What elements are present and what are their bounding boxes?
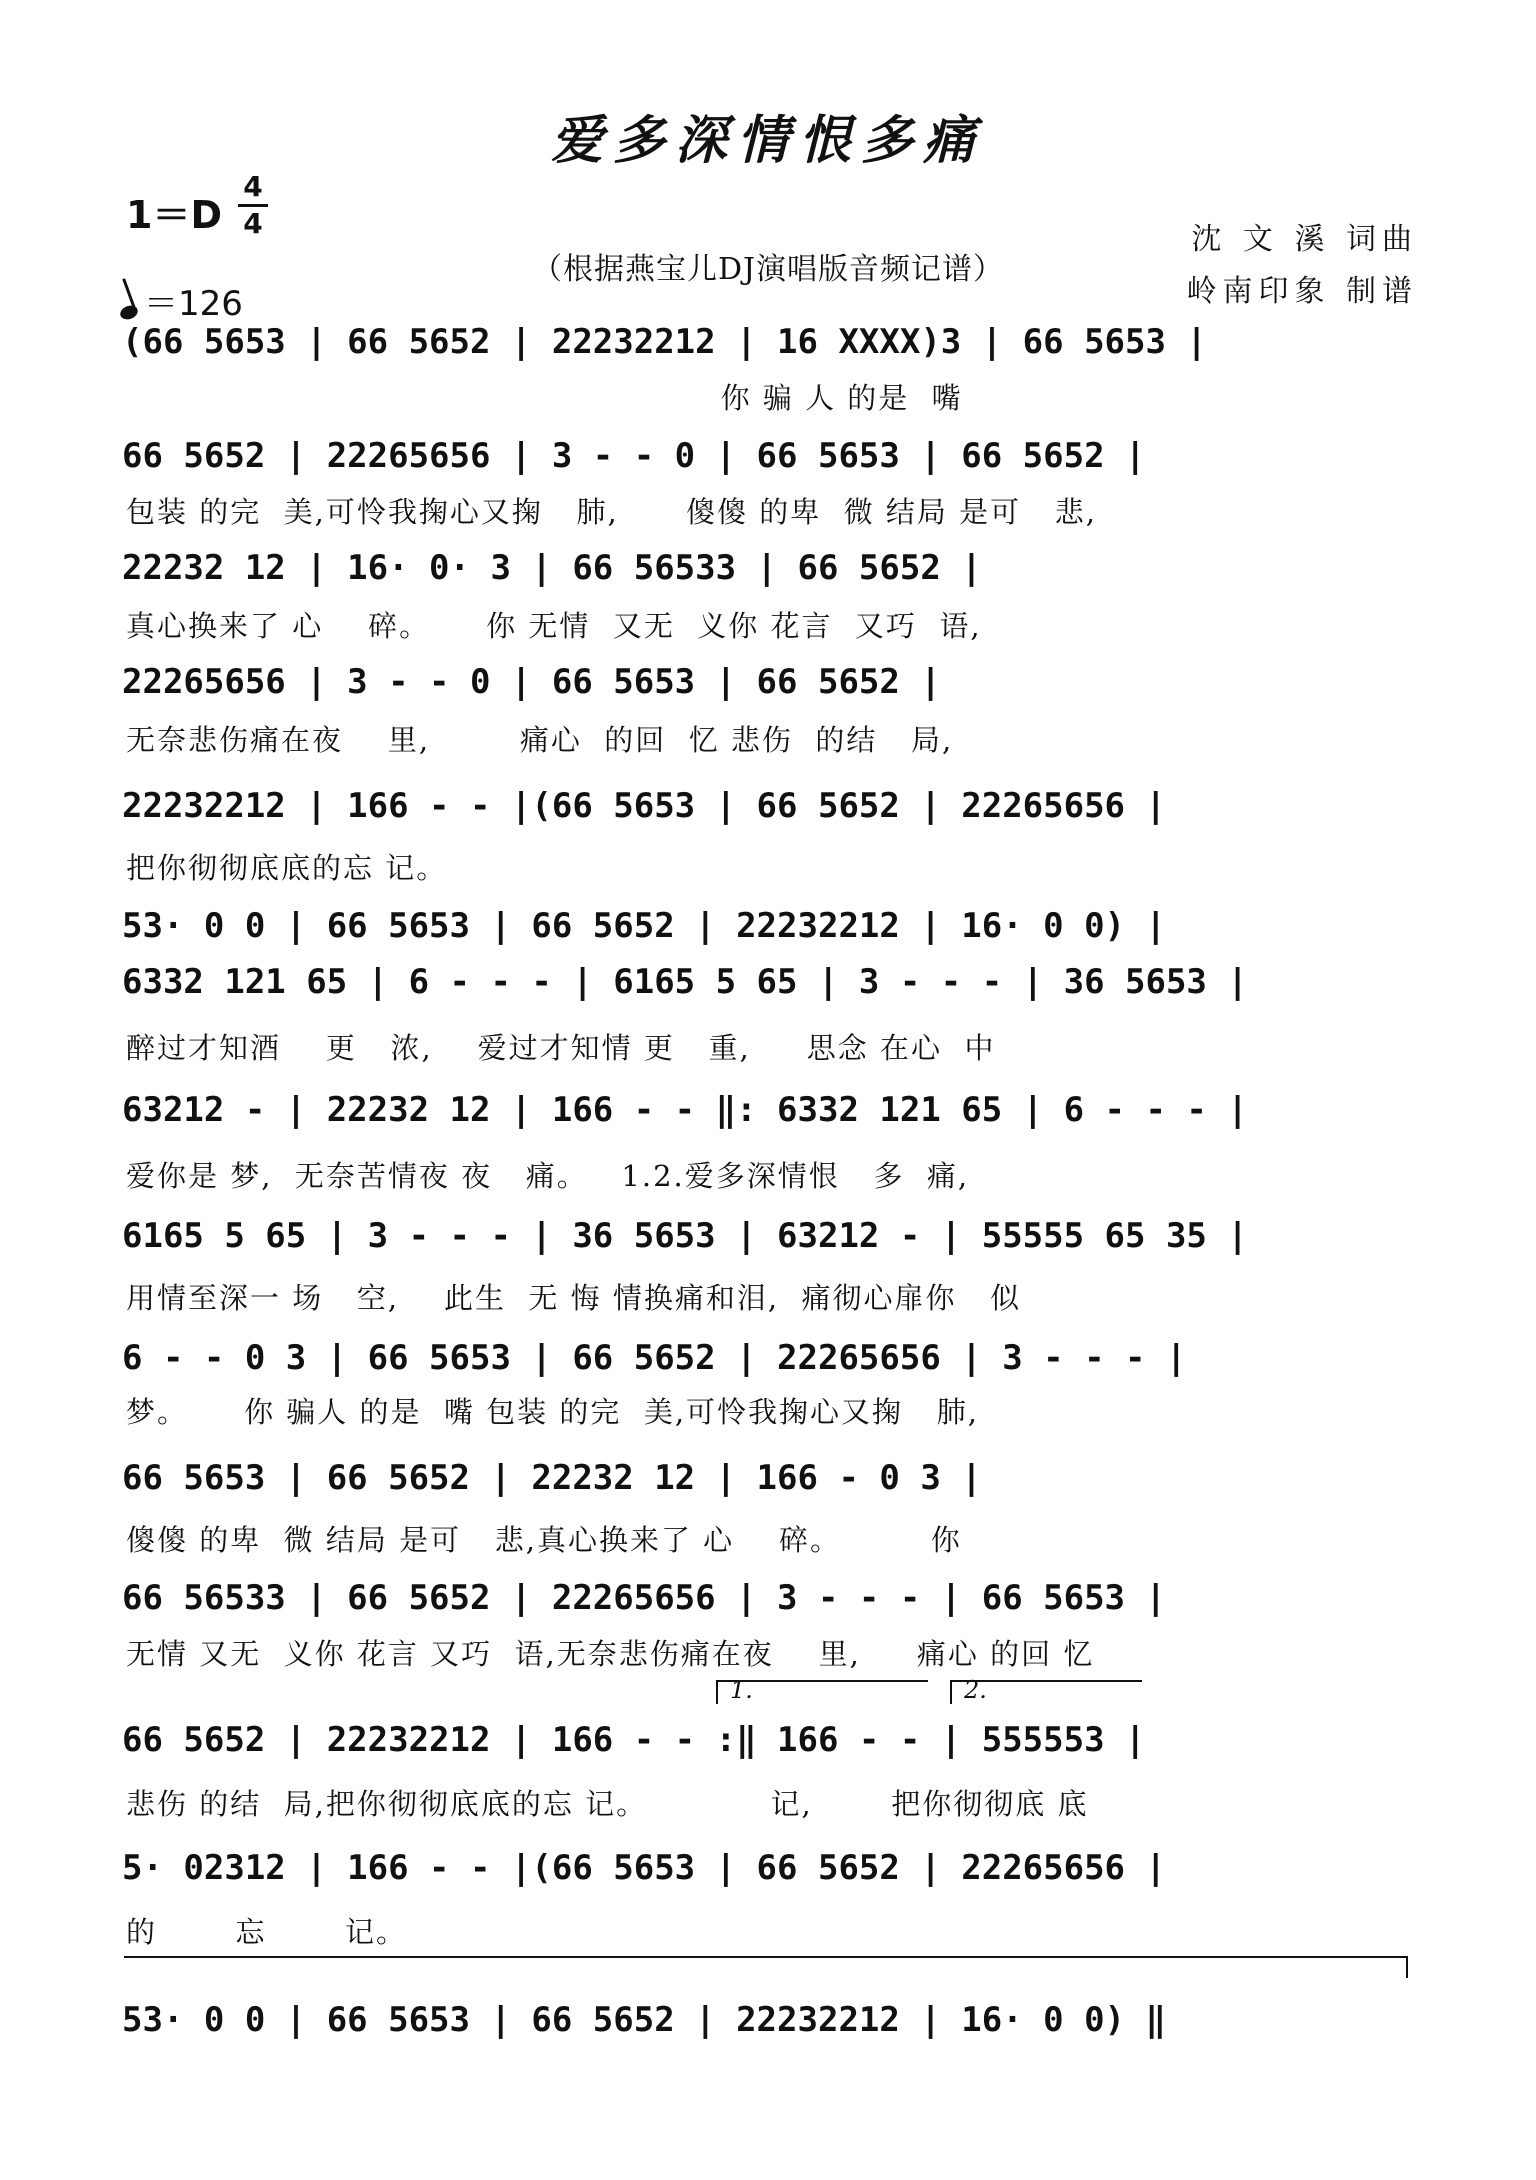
system-notes: 6 - - 0 3 | 66 5653 | 66 5652 | 22265656 | 3 - - - | — [122, 1338, 1187, 1378]
composer-credit: 沈 文 溪 词曲 — [1191, 222, 1418, 257]
system-lyrics: 梦。 你 骗人 的是 嘴 包装 的完 美,可怜我掬心又掬 肺, — [126, 1395, 979, 1429]
system-lyrics: 爱你是 梦, 无奈苦情夜 夜 痛。 1.2.爱多深情恨 多 痛, — [126, 1159, 970, 1193]
system-notes: 53· 0 0 | 66 5653 | 66 5652 | 22232212 | 16· 0 0) ‖ — [122, 2000, 1166, 2040]
system-notes: 66 56533 | 66 5652 | 22265656 | 3 - - - | 66 5653 | — [122, 1578, 1166, 1618]
key-signature: 1＝D — [126, 193, 222, 237]
system-lyrics: 无奈悲伤痛在夜 里, 痛心 的回 忆 悲伤 的结 局, — [126, 723, 954, 757]
second-ending-label: 2. — [964, 1676, 987, 1704]
time-signature-numerator: 4 — [243, 170, 263, 203]
coda-rule — [124, 1956, 1408, 1958]
first-ending-bracket — [716, 1676, 928, 1704]
system-notes: 22232 12 | 16· 0· 3 | 66 56533 | 66 5652 | — [122, 548, 982, 588]
system-lyrics: 傻傻 的卑 微 结局 是可 悲,真心换来了 心 碎。 你 — [126, 1523, 962, 1557]
time-signature-denominator: 4 — [243, 207, 263, 240]
system-notes: 66 5652 | 22265656 | 3 - - 0 | 66 5653 | 66 5652 | — [122, 436, 1146, 476]
system-lyrics: 包装 的完 美,可怜我掬心又掬 肺, 傻傻 的卑 微 结局 是可 悲, — [126, 495, 1098, 529]
system-lyrics: 无情 又无 义你 花言 又巧 语,无奈悲伤痛在夜 里, 痛心 的回 忆 — [126, 1637, 1095, 1671]
source-note: （根据燕宝儿DJ演唱版音频记谱） — [531, 252, 1005, 287]
system-lyrics: 用情至深一 场 空, 此生 无 悔 情换痛和泪, 痛彻心扉你 似 — [126, 1281, 1022, 1315]
system-lyrics: 你 骗 人 的是 嘴 — [126, 381, 963, 415]
system-notes: (66 5653 | 66 5652 | 22232212 | 16 XXXX)3 | 66 5653 | — [122, 322, 1207, 362]
system-notes: 53· 0 0 | 66 5653 | 66 5652 | 22232212 | 16· 0 0) | — [122, 906, 1166, 946]
coda-rule-tick — [1406, 1956, 1408, 1978]
song-title: 爱多深情恨多痛 — [550, 110, 985, 171]
system-notes: 66 5653 | 66 5652 | 22232 12 | 166 - 0 3 | — [122, 1458, 982, 1498]
system-lyrics: 醉过才知酒 更 浓, 爱过才知情 更 重, 思念 在心 中 — [126, 1031, 996, 1065]
system-lyrics: 真心换来了 心 碎。 你 无情 又无 义你 花言 又巧 语, — [126, 609, 982, 643]
system-notes: 6165 5 65 | 3 - - - | 36 5653 | 63212 - | 55555 65 35 | — [122, 1216, 1248, 1256]
second-ending-bracket — [950, 1676, 1142, 1704]
quarter-note-icon — [118, 303, 139, 321]
system-notes: 22265656 | 3 - - 0 | 66 5653 | 66 5652 | — [122, 662, 941, 702]
system-lyrics: 悲伤 的结 局,把你彻彻底底的忘 记。 记, 把你彻彻底 底 — [126, 1787, 1089, 1821]
system-lyrics: 的 忘 记。 — [126, 1915, 408, 1949]
first-ending-label: 1. — [730, 1676, 753, 1704]
time-signature — [238, 172, 268, 239]
system-notes: 5· 02312 | 166 - - |(66 5653 | 66 5652 | 22265656 | — [122, 1848, 1166, 1888]
arranger-credit: 岭南印象 制谱 — [1186, 274, 1418, 309]
system-notes: 6332 121 65 | 6 - - - | 6165 5 65 | 3 - - - | 36 5653 | — [122, 962, 1248, 1002]
tempo-value: ＝126 — [144, 284, 243, 324]
system-notes: 22232212 | 166 - - |(66 5653 | 66 5652 | 22265656 | — [122, 786, 1166, 826]
system-lyrics: 把你彻彻底底的忘 记。 — [126, 851, 448, 885]
system-notes: 63212 - | 22232 12 | 166 - - ‖: 6332 121 65 | 6 - - - | — [122, 1090, 1248, 1130]
system-notes: 66 5652 | 22232212 | 166 - - :‖ 166 - - | 555553 | — [122, 1720, 1146, 1760]
